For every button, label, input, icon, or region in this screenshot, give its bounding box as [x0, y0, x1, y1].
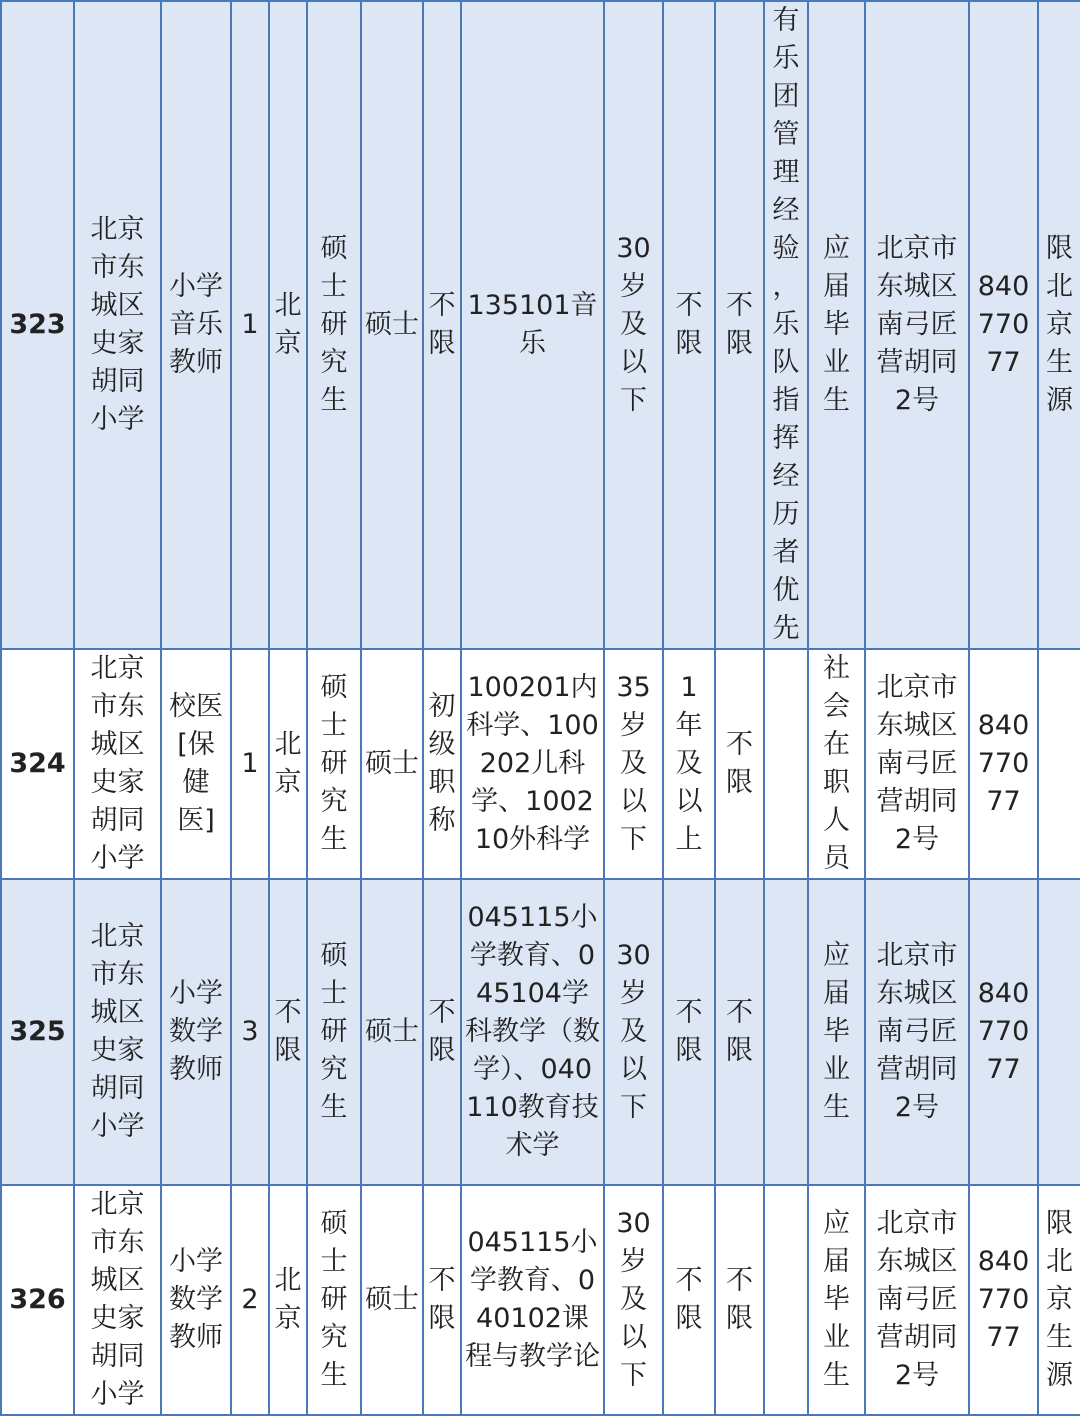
target-cell: 应届毕业生 [808, 879, 865, 1185]
title-cell: 不限 [423, 1, 461, 649]
age-cell: 35岁及以下 [604, 649, 663, 879]
note-cell [1038, 649, 1080, 879]
experience-cell: 不限 [663, 879, 715, 1185]
employer-cell: 北京市东城区史家胡同小学 [74, 879, 161, 1185]
age-cell: 30岁及以下 [604, 1185, 663, 1415]
target-cell: 应届毕业生 [808, 1, 865, 649]
position-cell: 小学音乐教师 [161, 1, 231, 649]
education-cell: 硕士研究生 [307, 1, 361, 649]
other-requirements-cell [764, 649, 808, 879]
address-cell: 北京市东城区南弓匠营胡同2号 [865, 1, 969, 649]
age-cell: 30岁及以下 [604, 879, 663, 1185]
count-cell: 3 [231, 879, 269, 1185]
employer-cell: 北京市东城区史家胡同小学 [74, 1, 161, 649]
age-cell: 30岁及以下 [604, 1, 663, 649]
phone-cell: 84077077 [969, 1, 1038, 649]
target-cell: 应届毕业生 [808, 1185, 865, 1415]
education-cell: 硕士研究生 [307, 879, 361, 1185]
count-cell: 2 [231, 1185, 269, 1415]
major-cell: 045115小学教育、040102课程与教学论 [461, 1185, 604, 1415]
phone-cell: 84077077 [969, 649, 1038, 879]
hukou-cell: 不限 [269, 879, 307, 1185]
hukou-cell: 北京 [269, 1, 307, 649]
position-cell: 小学数学教师 [161, 1185, 231, 1415]
table-row [1, 879, 1080, 1185]
row-number: 326 [1, 1185, 74, 1415]
table-row [1, 1, 1080, 649]
education-cell: 硕士研究生 [307, 1185, 361, 1415]
table-row [1, 649, 1080, 879]
major-cell: 045115小学教育、045104学科教学（数学）、040110教育技术学 [461, 879, 604, 1185]
employer-cell: 北京市东城区史家胡同小学 [74, 1185, 161, 1415]
target-cell: 社会在职人员 [808, 649, 865, 879]
politics-cell: 不限 [715, 1, 764, 649]
hukou-cell: 北京 [269, 649, 307, 879]
phone-cell: 84077077 [969, 1185, 1038, 1415]
note-cell: 限北京生源 [1038, 1185, 1080, 1415]
position-cell: 小学数学教师 [161, 879, 231, 1185]
education-cell: 硕士研究生 [307, 649, 361, 879]
other-requirements-cell: 有乐团管理经验，乐队指挥经历者优先 [764, 1, 808, 649]
count-cell: 1 [231, 649, 269, 879]
degree-cell: 硕士 [361, 1, 423, 649]
address-cell: 北京市东城区南弓匠营胡同2号 [865, 649, 969, 879]
address-cell: 北京市东城区南弓匠营胡同2号 [865, 1185, 969, 1415]
title-cell: 不限 [423, 1185, 461, 1415]
other-requirements-cell [764, 1185, 808, 1415]
count-cell: 1 [231, 1, 269, 649]
row-number: 325 [1, 879, 74, 1185]
experience-cell: 不限 [663, 1185, 715, 1415]
major-cell: 135101音乐 [461, 1, 604, 649]
experience-cell: 1年及以上 [663, 649, 715, 879]
degree-cell: 硕士 [361, 1185, 423, 1415]
row-number: 323 [1, 1, 74, 649]
table-row [1, 1185, 1080, 1415]
hukou-cell: 北京 [269, 1185, 307, 1415]
title-cell: 初级职称 [423, 649, 461, 879]
address-cell: 北京市东城区南弓匠营胡同2号 [865, 879, 969, 1185]
note-cell: 限北京生源 [1038, 1, 1080, 649]
title-cell: 不限 [423, 879, 461, 1185]
phone-cell: 84077077 [969, 879, 1038, 1185]
degree-cell: 硕士 [361, 649, 423, 879]
politics-cell: 不限 [715, 649, 764, 879]
experience-cell: 不限 [663, 1, 715, 649]
employer-cell: 北京市东城区史家胡同小学 [74, 649, 161, 879]
politics-cell: 不限 [715, 1185, 764, 1415]
note-cell [1038, 879, 1080, 1185]
politics-cell: 不限 [715, 879, 764, 1185]
row-number: 324 [1, 649, 74, 879]
major-cell: 100201内科学、100202儿科学、100210外科学 [461, 649, 604, 879]
other-requirements-cell [764, 879, 808, 1185]
degree-cell: 硕士 [361, 879, 423, 1185]
position-cell: 校医[保健医] [161, 649, 231, 879]
